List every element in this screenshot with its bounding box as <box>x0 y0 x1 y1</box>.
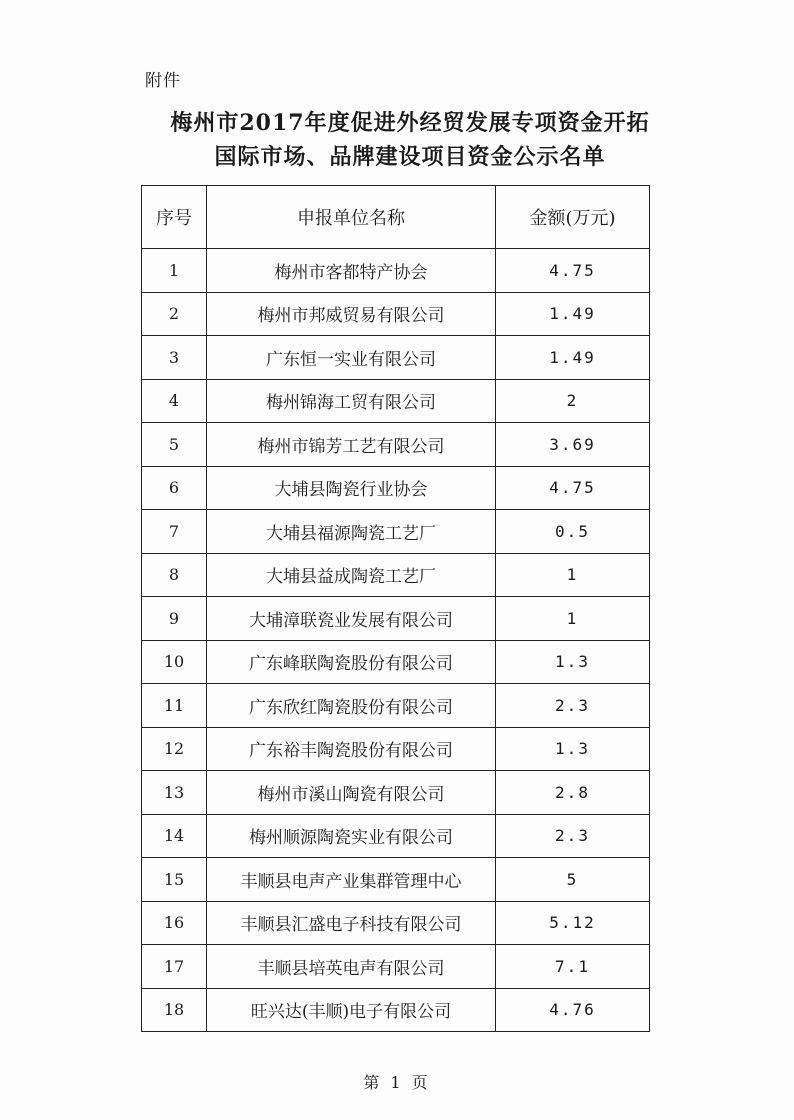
row-company-name: 大埔县陶瓷行业协会 <box>207 466 496 510</box>
table-row <box>142 988 650 1032</box>
row-seq: 13 <box>142 771 207 815</box>
table-row <box>142 466 650 510</box>
row-amount: 1 <box>496 553 650 597</box>
row-company-name: 旺兴达(丰顺)电子有限公司 <box>207 988 496 1032</box>
table-row <box>142 858 650 902</box>
row-seq: 12 <box>142 727 207 771</box>
title-line-2: 国际市场、品牌建设项目资金公示名单 <box>214 144 606 170</box>
table-row <box>142 901 650 945</box>
attachment-label: 附件 <box>145 71 181 91</box>
row-company-name: 梅州市邦威贸易有限公司 <box>207 292 496 336</box>
table-row <box>142 684 650 728</box>
row-company-name: 梅州顺源陶瓷实业有限公司 <box>207 814 496 858</box>
row-seq: 5 <box>142 423 207 467</box>
row-company-name: 广东恒一实业有限公司 <box>207 336 496 380</box>
row-amount: 5.12 <box>496 901 650 945</box>
row-amount: 1.3 <box>496 727 650 771</box>
row-amount: 7.1 <box>496 945 650 989</box>
row-amount: 2.3 <box>496 684 650 728</box>
row-amount: 0.5 <box>496 510 650 554</box>
row-company-name: 大埔县益成陶瓷工艺厂 <box>207 553 496 597</box>
table-row <box>142 771 650 815</box>
table-row <box>142 640 650 684</box>
funding-table <box>141 185 650 1032</box>
row-amount: 1.3 <box>496 640 650 684</box>
table-row <box>142 249 650 293</box>
row-seq: 18 <box>142 988 207 1032</box>
row-seq: 8 <box>142 553 207 597</box>
row-company-name: 梅州市客都特产协会 <box>207 249 496 293</box>
row-company-name: 丰顺县汇盛电子科技有限公司 <box>207 901 496 945</box>
row-seq: 3 <box>142 336 207 380</box>
table-row <box>142 423 650 467</box>
table-body <box>142 249 650 1032</box>
row-seq: 10 <box>142 640 207 684</box>
table-row <box>142 945 650 989</box>
row-seq: 9 <box>142 597 207 641</box>
row-amount: 2 <box>496 379 650 423</box>
table-row <box>142 727 650 771</box>
row-amount: 1 <box>496 597 650 641</box>
row-amount: 1.49 <box>496 292 650 336</box>
row-seq: 11 <box>142 684 207 728</box>
row-amount: 5 <box>496 858 650 902</box>
row-amount: 2.8 <box>496 771 650 815</box>
header-name: 申报单位名称 <box>207 186 496 249</box>
row-amount: 4.75 <box>496 249 650 293</box>
row-seq: 14 <box>142 814 207 858</box>
row-seq: 2 <box>142 292 207 336</box>
row-seq: 4 <box>142 379 207 423</box>
row-company-name: 梅州锦海工贸有限公司 <box>207 379 496 423</box>
row-seq: 1 <box>142 249 207 293</box>
table-row <box>142 379 650 423</box>
row-company-name: 广东欣红陶瓷股份有限公司 <box>207 684 496 728</box>
row-seq: 17 <box>142 945 207 989</box>
table-row <box>142 336 650 380</box>
row-company-name: 梅州市锦芳工艺有限公司 <box>207 423 496 467</box>
row-amount: 3.69 <box>496 423 650 467</box>
page-number: 第 1 页 <box>363 1073 431 1092</box>
row-company-name: 广东峰联陶瓷股份有限公司 <box>207 640 496 684</box>
row-company-name: 梅州市溪山陶瓷有限公司 <box>207 771 496 815</box>
row-amount: 4.75 <box>496 466 650 510</box>
row-seq: 6 <box>142 466 207 510</box>
table-row <box>142 597 650 641</box>
row-seq: 7 <box>142 510 207 554</box>
row-amount: 1.49 <box>496 336 650 380</box>
row-company-name: 丰顺县电声产业集群管理中心 <box>207 858 496 902</box>
table-row <box>142 510 650 554</box>
row-amount: 4.76 <box>496 988 650 1032</box>
row-company-name: 广东裕丰陶瓷股份有限公司 <box>207 727 496 771</box>
table-header-row <box>142 186 650 249</box>
row-company-name: 大埔漳联瓷业发展有限公司 <box>207 597 496 641</box>
row-amount: 2.3 <box>496 814 650 858</box>
title-line-1: 梅州市2017年度促进外经贸发展专项资金开拓 <box>170 110 650 136</box>
row-seq: 16 <box>142 901 207 945</box>
table-row <box>142 553 650 597</box>
row-company-name: 丰顺县培英电声有限公司 <box>207 945 496 989</box>
row-company-name: 大埔县福源陶瓷工艺厂 <box>207 510 496 554</box>
table-row <box>142 292 650 336</box>
header-amount: 金额(万元) <box>496 186 650 249</box>
header-seq: 序号 <box>142 186 207 249</box>
row-seq: 15 <box>142 858 207 902</box>
table-row <box>142 814 650 858</box>
